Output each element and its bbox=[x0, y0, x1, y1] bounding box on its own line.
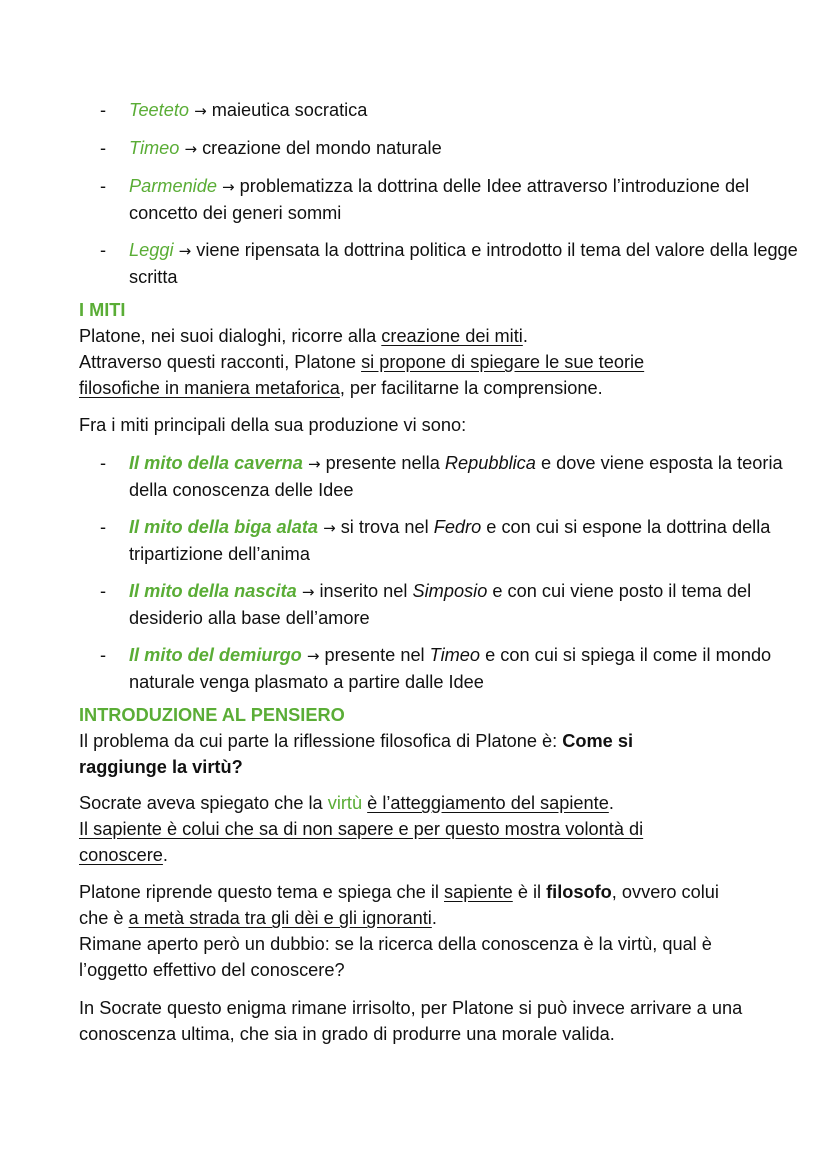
highlighted-term: virtù bbox=[327, 793, 363, 813]
bullet: - bbox=[100, 581, 107, 601]
list-item bbox=[100, 642, 800, 695]
work-description: viene ripensata la dottrina politica e introdotto il tema del valore della legge scritta bbox=[129, 240, 798, 287]
text: , per facilitarne la comprensione. bbox=[339, 378, 603, 398]
text: Platone, nei suoi dialoghi, ricorre alla bbox=[79, 326, 382, 346]
bullet: - bbox=[100, 645, 107, 665]
work-title: Repubblica bbox=[444, 453, 536, 473]
text: Platone riprende questo tema e spiega che il bbox=[79, 882, 444, 902]
paragraph bbox=[79, 879, 747, 931]
text: Socrate aveva spiegato che la bbox=[79, 793, 328, 813]
work-description: creazione del mondo naturale bbox=[202, 138, 442, 158]
socrate-paragraph bbox=[79, 790, 779, 868]
bullet: - bbox=[100, 240, 107, 260]
myth-name: Il mito della caverna bbox=[129, 453, 303, 473]
text: Il problema da cui parte la riflessione filosofica di Platone è: bbox=[79, 731, 563, 751]
text: . bbox=[522, 326, 528, 346]
underlined-text: si propone di spiegare le sue teorie filosofiche in maniera metaforica bbox=[79, 352, 645, 398]
bullet: - bbox=[100, 453, 107, 473]
underlined-text: a metà strada tra gli dèi e gli ignoranti bbox=[128, 908, 432, 928]
section-heading: INTRODUZIONE AL PENSIERO bbox=[79, 705, 345, 725]
arrow-right-icon: → bbox=[222, 178, 235, 196]
text: presente nel bbox=[324, 645, 430, 665]
list-item bbox=[100, 578, 800, 631]
arrow-right-icon: → bbox=[323, 519, 336, 537]
list-item bbox=[100, 237, 800, 290]
work-title: Timeo bbox=[429, 645, 481, 665]
section-heading: I MITI bbox=[79, 300, 126, 320]
text: . bbox=[431, 908, 437, 928]
question: Come si raggiunge la virtù? bbox=[79, 731, 634, 777]
work-title: Leggi bbox=[129, 240, 174, 260]
intro-section bbox=[79, 702, 679, 780]
arrow-right-icon: → bbox=[194, 102, 207, 120]
work-description: problematizza la dottrina delle Idee attraverso l’introduzione del concetto dei generi sommi bbox=[129, 176, 750, 223]
list-item bbox=[100, 135, 800, 162]
text: è il bbox=[512, 882, 547, 902]
list-item bbox=[100, 173, 800, 226]
work-title: Simposio bbox=[412, 581, 488, 601]
paragraph bbox=[79, 349, 699, 401]
text: , ovvero colui che è bbox=[79, 882, 719, 928]
works-list bbox=[100, 97, 800, 301]
arrow-right-icon: → bbox=[301, 583, 315, 601]
text: e con cui viene posto il tema del desiderio alla base dell’amore bbox=[129, 581, 752, 628]
list-item bbox=[100, 97, 800, 124]
paragraph: Rimane aperto però un dubbio: se la ricerca della conoscenza è la virtù, qual è l’oggetto effettivo del conoscere? bbox=[79, 934, 712, 980]
work-title: Parmenide bbox=[129, 176, 217, 196]
arrow-right-icon: → bbox=[178, 242, 192, 260]
work-description: maieutica socratica bbox=[211, 100, 368, 120]
bullet: - bbox=[100, 100, 107, 120]
text: Attraverso questi racconti, Platone bbox=[79, 352, 362, 372]
arrow-right-icon: → bbox=[307, 455, 321, 473]
list-item bbox=[100, 450, 800, 503]
arrow-right-icon: → bbox=[184, 140, 198, 158]
bullet: - bbox=[100, 176, 107, 196]
text: . bbox=[162, 845, 168, 865]
platone-paragraph bbox=[79, 879, 747, 983]
bold-text: filosofo bbox=[546, 882, 612, 902]
underlined-text: è l’atteggiamento del sapiente bbox=[367, 793, 609, 813]
work-title: Timeo bbox=[129, 138, 180, 158]
paragraph bbox=[79, 816, 699, 868]
bullet: - bbox=[100, 517, 107, 537]
miti-section bbox=[79, 297, 779, 438]
bullet: - bbox=[100, 138, 107, 158]
text: e dove viene esposta la teoria della conoscenza delle Idee bbox=[129, 453, 783, 500]
list-item bbox=[100, 514, 800, 567]
paragraph: In Socrate questo enigma rimane irrisolto, per Platone si può invece arrivare a una conoscenza ultima, che sia in grado di produrre una morale valida. bbox=[79, 998, 743, 1044]
arrow-right-icon: → bbox=[306, 647, 320, 665]
paragraph bbox=[79, 728, 679, 780]
work-title: Fedro bbox=[433, 517, 482, 537]
myth-name: Il mito della nascita bbox=[129, 581, 297, 601]
text: e con cui si spiega il come il mondo naturale venga plasmato a partire dalle Idee bbox=[129, 645, 772, 692]
underlined-text: Il sapiente è colui che sa di non sapere e per questo mostra volontà di conoscere bbox=[79, 819, 644, 865]
miti-list bbox=[100, 450, 800, 706]
paragraph: Fra i miti principali della sua produzione vi sono: bbox=[79, 415, 467, 435]
myth-name: Il mito del demiurgo bbox=[129, 645, 302, 665]
work-title: Teeteto bbox=[129, 100, 190, 120]
text: presente nella bbox=[325, 453, 445, 473]
underlined-text: creazione dei miti bbox=[381, 326, 523, 346]
text: . bbox=[608, 793, 614, 813]
text: si trova nel bbox=[340, 517, 434, 537]
conclusion-paragraph bbox=[79, 995, 747, 1047]
text: e con cui si espone la dottrina della tripartizione dell’anima bbox=[129, 517, 771, 564]
myth-name: Il mito della biga alata bbox=[129, 517, 318, 537]
paragraph bbox=[79, 790, 779, 816]
text: inserito nel bbox=[319, 581, 413, 601]
underlined-text: sapiente bbox=[444, 882, 513, 902]
paragraph bbox=[79, 323, 779, 349]
